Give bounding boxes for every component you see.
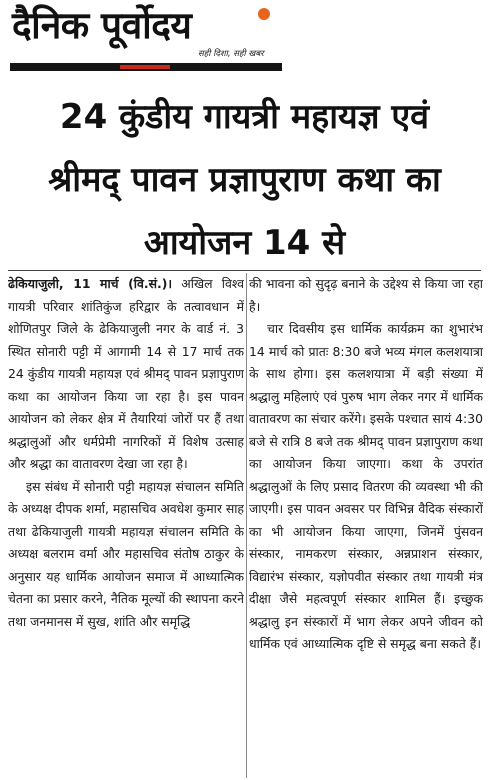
- newspaper-logo: दैनिक पूर्वोदय: [12, 4, 192, 47]
- article-column-1: [8, 273, 244, 778]
- sun-logo-icon: [258, 8, 270, 20]
- dateline: ढेकियाजुली, 11 मार्च (वि.सं.)।: [8, 276, 173, 291]
- headline: [8, 86, 481, 275]
- column-divider: [246, 273, 247, 778]
- masthead-accent: [120, 65, 170, 69]
- article-column-2: [249, 273, 483, 778]
- headline-line-1: 24 कुंडीय गायत्री महायज्ञ एवं: [59, 97, 430, 137]
- headline-rule: [8, 270, 481, 271]
- headline-line-3: आयोजन 14 से: [143, 223, 346, 263]
- article-paragraph: [8, 273, 244, 476]
- headline-line-2: श्रीमद् पावन प्रज्ञापुराण कथा का: [48, 160, 441, 200]
- article-paragraph: चार दिवसीय इस धार्मिक कार्यक्रम का शुभारंभ 14 मार्च को प्रातः 8:30 बजे भव्य मंगल कलशयात्रा के साथ होगा। इस कलशयात्रा में बड़ी संख्या में श्रद्धालु महिलाएं एवं पुरुष भाग लेकर नगर में धार्मिक वातावरण का संचार करेंगे। इसके पश्चात सायं 4:30 बजे से रात्रि 8 बजे तक श्रीमद् पावन प्रज्ञापुराण कथा का आयोजन किया जाएगा। कथा के उपरांत श्रद्धालुओं के लिए प्रसाद वितरण की व्यवस्था भी की जाएगी। इस पावन अवसर पर विभिन्न वैदिक संस्कारों का भी आयोजन किया जाएगा, जिनमें पुंसवन संस्कार, नामकरण संस्कार, अन्नप्राशन संस्कार, विद्यारंभ संस्कार, यज्ञोपवीत संस्कार तथा गायत्री मंत्र दीक्षा जैसे महत्वपूर्ण संस्कार शामिल हैं। इच्छुक श्रद्धालु इन संस्कारों में भाग लेकर अपने जीवन को धार्मिक एवं आध्यात्मिक दृष्टि से समृद्ध बना सकते हैं।: [249, 321, 483, 651]
- article-paragraph: की भावना को सुदृढ़ बनाने के उद्देश्य से किया जा रहा है।: [249, 276, 483, 314]
- tagline: सही दिशा, सही खबर: [198, 49, 264, 59]
- masthead: [0, 0, 489, 76]
- article-text: अखिल विश्व गायत्री परिवार शांतिकुंज हरिद्वार के तत्वावधान में शोणितपुर जिले के ढेकियाजुली नगर के वार्ड नं. 3 स्थित सोनारी पट्टी में आगामी 14 से 17 मार्च तक 24 कुंडीय गायत्री महायज्ञ एवं श्रीमद् पावन प्रज्ञापुराण कथा का आयोजन किया जा रहा है। इस पावन आयोजन को लेकर क्षेत्र में तैयारियां जोरों पर हैं तथा श्रद्धालुओं और धर्मप्रेमी नागरिकों में विशेष उत्साह और श्रद्धा का वातावरण देखा जा रहा है।: [8, 276, 244, 471]
- article-paragraph: इस संबंध में सोनारी पट्टी महायज्ञ संचालन समिति के अध्यक्ष दीपक शर्मा, महासचिव अवधेश कुमार साह तथा ढेकियाजुली गायत्री महायज्ञ संचालन समिति के अध्यक्ष बलराम वर्मा और महासचिव संतोष ठाकुर के अनुसार यह धार्मिक आयोजन समाज में आध्यात्मिक चेतना का प्रसार करने, नैतिक मूल्यों की स्थापना करने तथा जनमानस में सुख, शांति और समृद्धि: [8, 478, 244, 629]
